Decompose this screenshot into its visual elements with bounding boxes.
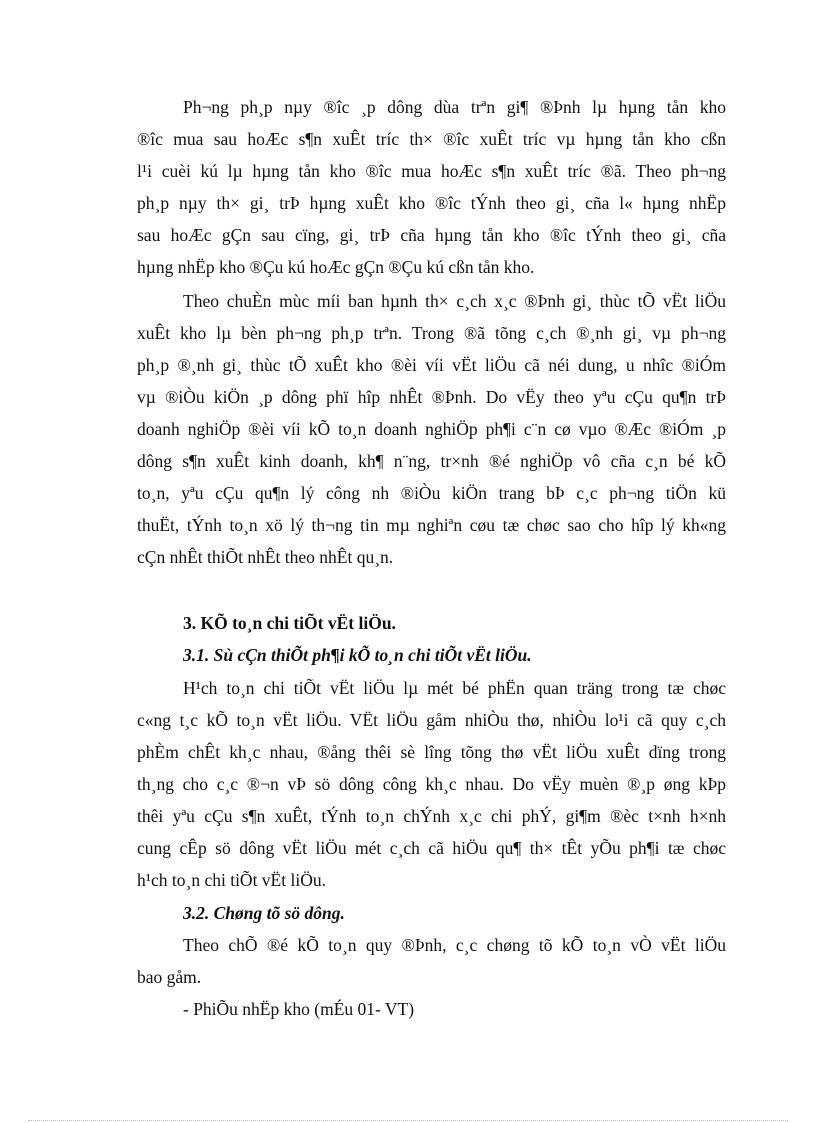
paragraph-line: H¹ch to¸n chi tiÕt vËt liÖu lµ mét bé phËn quan träng trong tæ chøc [183,678,726,698]
paragraph-line: h¹ch to¸n chi tiÕt vËt liÖu. [137,870,326,890]
paragraph-line: Theo chuÈn mùc míi ban hµnh th× c¸ch x¸c ®Þnh gi¸ thùc tÕ vËt liÖu [183,291,726,311]
paragraph-line: ph¸p nµy th× gi¸ trÞ hµng xuÊt kho ®îc tÝnh theo gi¸ cña l« hµng nhËp [137,193,726,213]
page-bottom-rule [28,1120,788,1121]
paragraph-line: Theo chÕ ®é kÕ to¸n quy ®Þnh, c¸c chøng tõ kÕ to¸n vÒ vËt liÖu [183,935,726,955]
subsection-heading: 3.1. Sù cÇn thiÕt ph¶i kÕ to¸n chi tiÕt vËt liÖu. [183,645,532,665]
paragraph-line: thuËt, tÝnh to¸n xö lý th¬ng tin mµ nghiªn cøu tæ chøc sao cho hîp lý kh«ng [137,515,726,535]
list-item: - PhiÕu nhËp kho (mÉu 01- VT) [183,999,415,1019]
paragraph-line: cung cÊp sö dông vËt liÖu mét c¸ch cã hiÖu qu¶ th× tÊt yÕu ph¶i tæ chøc [137,838,726,858]
paragraph-line: ph¸p ®¸nh gi¸ thùc tÕ xuÊt kho ®èi víi vËt liÖu cã néi dung, u nhîc ®iÓm [137,355,726,375]
paragraph-line: l¹i cuèi kú lµ hµng tån kho ®îc mua hoÆc s¶n xuÊt tríc ®ã. Theo ph¬ng [137,161,726,181]
subsection-heading: 3.2. Chøng tõ sö dông. [183,903,345,923]
section-heading: 3. KÕ to¸n chi tiÕt vËt liÖu. [183,613,396,633]
paragraph-line: phÈm chÊt kh¸c nhau, ®ång thêi sè lîng tõng thø vËt liÖu xuÊt dïng trong [137,742,726,762]
paragraph-line: dông s¶n xuÊt kinh doanh, kh¶ n¨ng, tr×nh ®é nghiÖp vô cña c¸n bé kÕ [137,451,726,471]
paragraph-line: th¸ng cho c¸c ®¬n vÞ sö dông công kh¸c nhau. Do vËy muèn ®¸p øng kÞp [137,774,726,794]
paragraph-line: ®îc mua sau hoÆc s¶n xuÊt tríc th× ®îc xuÊt tríc vµ hµng tån kho cßn [137,129,726,149]
paragraph-line: cÇn nhÊt thiÕt nhÊt theo nhÊt qu¸n. [137,547,394,567]
paragraph-line: c«ng t¸c kÕ to¸n vËt liÖu. VËt liÖu gåm nhiÒu thø, nhiÒu lo¹i cã quy c¸ch [137,710,726,730]
paragraph-line: to¸n, yªu cÇu qu¶n lý công nh ®iÒu kiÖn trang bÞ c¸c ph¬ng tiÖn kü [137,483,726,503]
paragraph-line: sau hoÆc gÇn sau cïng, gi¸ trÞ cña hµng tån kho ®îc tÝnh theo gi¸ cña [137,225,726,245]
paragraph-line: doanh nghiÖp ®èi víi kÕ to¸n doanh nghiÖp ph¶i c¨n cø vµo ®Æc ®iÓm ¸p [137,419,726,439]
paragraph-line: bao gåm. [137,967,202,987]
paragraph-line: Ph¬ng ph¸p nµy ®îc ¸p dông dùa trªn gi¶ ®Þnh lµ hµng tån kho [183,97,726,117]
paragraph-line: vµ ®iÒu kiÖn ¸p dông phï hîp nhÊt ®Þnh. Do vËy theo yªu cÇu qu¶n trÞ [137,387,726,407]
paragraph-line: thêi yªu cÇu s¶n xuÊt, tÝnh to¸n chÝnh x¸c chi phÝ, gi¶m ®èc t×nh h×nh [137,806,726,826]
paragraph-line: hµng nhËp kho ®Çu kú hoÆc gÇn ®Çu kú cßn tån kho. [137,257,535,277]
paragraph-line: xuÊt kho lµ bèn ph¬ng ph¸p trªn. Trong ®ã tõng c¸ch ®¸nh gi¸ vµ ph¬ng [137,323,726,343]
